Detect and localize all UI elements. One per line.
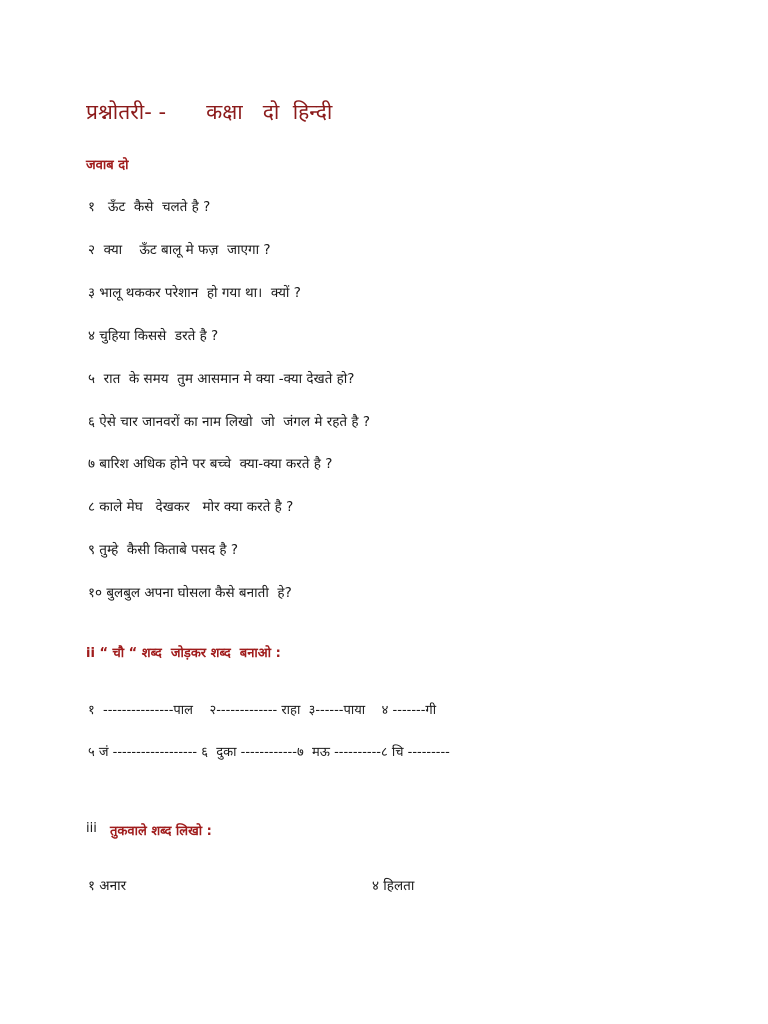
section-heading-join-words: ii “ चौ “ शब्द जोड़कर शब्द बनाओ :	[86, 646, 281, 661]
rhyme-item-4: ४ हिलता	[372, 878, 415, 894]
section-heading-answer: जवाब दो	[86, 158, 129, 173]
question-6: ६ ऐसे चार जानवरों का नाम लिखो जो जंगल मे रहते है ?	[88, 414, 371, 430]
question-1: १ ऊँट कैसे चलते है ?	[88, 199, 211, 215]
page-title: प्रश्नोतरी- - कक्षा दो हिन्दी	[86, 100, 333, 124]
question-10: १० बुलबुल अपना घोसला कैसे बनाती हे?	[88, 585, 292, 601]
fill-blank-line-2: ५ जं ------------------ ६ दुका ------------७ मऊ ----------८ चि ---------	[88, 745, 450, 760]
fill-blank-line-1: १ ---------------पाल २------------- राहा ३------पाया ४ -------गी	[88, 703, 437, 718]
rhyme-item-1: १ अनार	[88, 878, 127, 894]
question-2: २ क्या ऊँट बालू मे फज़ जाएगा ?	[88, 242, 271, 258]
question-4: ४ चुहिया किससे डरते है ?	[88, 328, 219, 344]
section-heading-rhyme: तुकवाले शब्द लिखो :	[110, 824, 212, 839]
question-9: ९ तुम्हे कैसी किताबे पसद है ?	[88, 542, 239, 558]
section-roman-numeral: iii	[86, 821, 97, 836]
question-7: ७ बारिश अधिक होने पर बच्चे क्या-क्या करते है ?	[88, 456, 333, 472]
question-5: ५ रात के समय तुम आसमान मे क्या -क्या देखते हो?	[88, 371, 355, 387]
question-8: ८ काले मेघ देखकर मोर क्या करते है ?	[88, 499, 294, 515]
question-3: ३ भालू थककर परेशान हो गया था। क्यों ?	[88, 285, 301, 301]
